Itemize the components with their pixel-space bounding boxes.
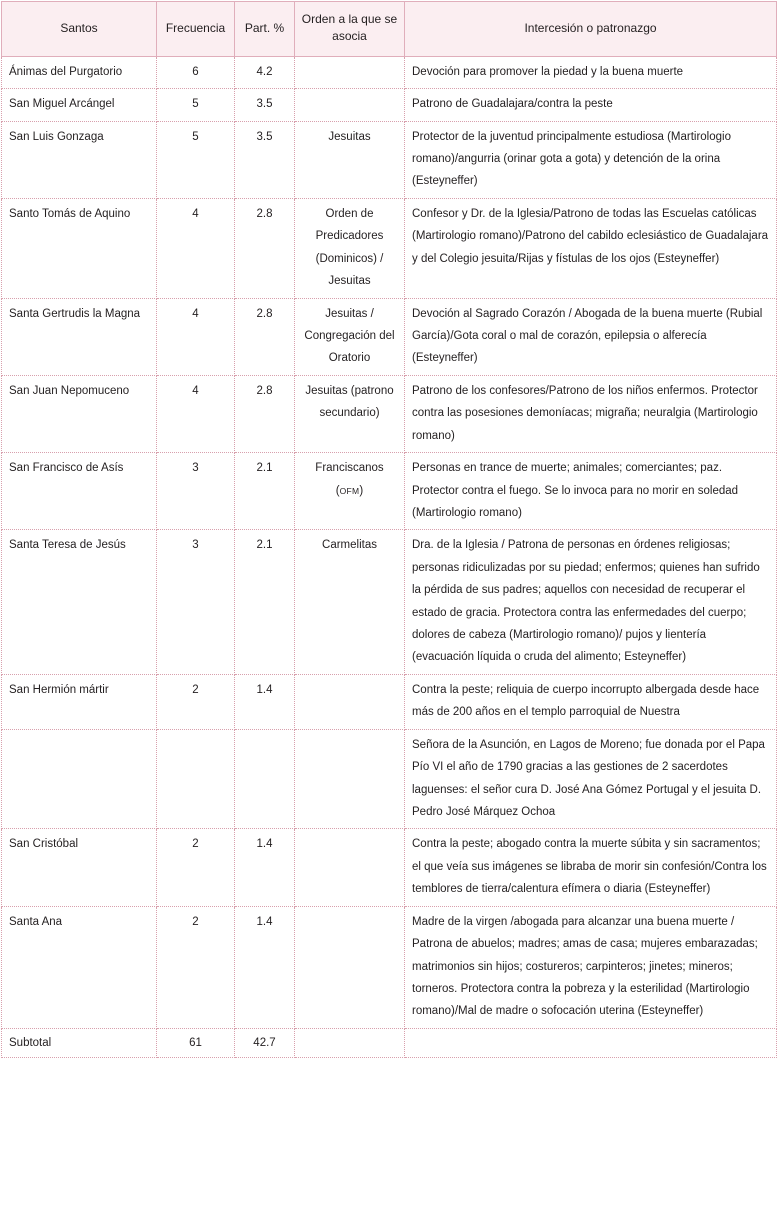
- cell-santo: San Cristóbal: [2, 829, 157, 906]
- cell-intercesion: Contra la peste; abogado contra la muerte súbita y sin sacramentos; el que veía sus imágenes se libraba de morir sin confesión/Contra los temblores de tierra/calentura efímera o diaria (Esteyneffer): [405, 829, 777, 906]
- table-row: [2, 829, 777, 906]
- cell-frecuencia: 5: [157, 121, 235, 198]
- table-row: [2, 729, 777, 829]
- cell-santo: Santo Tomás de Aquino: [2, 198, 157, 298]
- cell-orden: [295, 829, 405, 906]
- cell-frecuencia: 5: [157, 89, 235, 121]
- cell-participacion: 1.4: [235, 674, 295, 729]
- cell-santo: San Miguel Arcángel: [2, 89, 157, 121]
- table-row: [2, 298, 777, 375]
- column-header-intercesion: Intercesión o patronazgo: [405, 2, 777, 57]
- cell-santo: [2, 729, 157, 829]
- cell-participacion: 2.8: [235, 198, 295, 298]
- cell-santo: Santa Gertrudis la Magna: [2, 298, 157, 375]
- cell-intercesion: Madre de la virgen /abogada para alcanzar una buena muerte / Patrona de abuelos; madres; amas de casa; mujeres embarazadas; matrimonios sin hijos; costureros; carpinteros; jinetes; mineros; torneros. Protectora contra la pobreza y la esterilidad (Martirologio romano)/Mal de madre o sofocación uterina (Esteyneffer): [405, 906, 777, 1028]
- cell-frecuencia: 3: [157, 453, 235, 530]
- cell-intercesion: Patrono de los confesores/Patrono de los niños enfermos. Protector contra las posesiones demoníacas; migraña; neuralgia (Martirologio romano): [405, 375, 777, 452]
- table-row: [2, 121, 777, 198]
- table-row: [2, 906, 777, 1028]
- column-header-santos: Santos: [2, 2, 157, 57]
- saints-table: [1, 1, 777, 1058]
- table-header-row: [2, 2, 777, 57]
- cell-santo: San Francisco de Asís: [2, 453, 157, 530]
- cell-orden: [295, 906, 405, 1028]
- cell-santo: San Juan Nepomuceno: [2, 375, 157, 452]
- cell-santo: Ánimas del Purgatorio: [2, 56, 157, 88]
- column-header-frecuencia: Frecuencia: [157, 2, 235, 57]
- cell-santo: San Hermión mártir: [2, 674, 157, 729]
- cell-frecuencia: 4: [157, 298, 235, 375]
- column-header-participacion: Part. %: [235, 2, 295, 57]
- cell-orden: Jesuitas: [295, 121, 405, 198]
- cell-orden: Franciscanos (OFM): [295, 453, 405, 530]
- cell-intercesion: Devoción al Sagrado Corazón / Abogada de la buena muerte (Rubial García)/Gota coral o mal de corazón, epilepsia o alferecía (Esteyneffer): [405, 298, 777, 375]
- table-row: [2, 375, 777, 452]
- cell-participacion: 2.8: [235, 298, 295, 375]
- cell-intercesion: Señora de la Asunción, en Lagos de Moreno; fue donada por el Papa Pío VI el año de 1790 gracias a las gestiones de 2 sacerdotes laguenses: el señor cura D. José Ana Gómez Portugal y el jesuita D. Pedro José Márquez Ochoa: [405, 729, 777, 829]
- cell-orden: [295, 674, 405, 729]
- cell-participacion: 2.1: [235, 530, 295, 675]
- cell-subtotal-participacion: 42.7: [235, 1028, 295, 1057]
- cell-subtotal-intercesion: [405, 1028, 777, 1057]
- cell-orden: [295, 729, 405, 829]
- table-row: [2, 198, 777, 298]
- cell-subtotal-label: Subtotal: [2, 1028, 157, 1057]
- cell-participacion: 1.4: [235, 906, 295, 1028]
- cell-frecuencia: 3: [157, 530, 235, 675]
- cell-intercesion: Contra la peste; reliquia de cuerpo incorrupto albergada desde hace más de 200 años en el templo parroquial de Nuestra: [405, 674, 777, 729]
- table-row: [2, 674, 777, 729]
- cell-frecuencia: 2: [157, 906, 235, 1028]
- cell-participacion: 2.1: [235, 453, 295, 530]
- cell-participacion: 2.8: [235, 375, 295, 452]
- column-header-orden: Orden a la que se asocia: [295, 2, 405, 57]
- cell-participacion: 3.5: [235, 121, 295, 198]
- table-row: [2, 530, 777, 675]
- cell-frecuencia: [157, 729, 235, 829]
- table-subtotal-row: [2, 1028, 777, 1057]
- cell-santo: Santa Ana: [2, 906, 157, 1028]
- cell-frecuencia: 4: [157, 375, 235, 452]
- cell-participacion: [235, 729, 295, 829]
- cell-intercesion: Dra. de la Iglesia / Patrona de personas en órdenes religiosas; personas ridiculizadas por su piedad; enfermos; quienes han sufrido la pérdida de sus padres; aquellos con necesidad de recuperar el estado de gracia. Protectora contra las enfermedades del cuerpo; dolores de cabeza (Martirologio romano)/ pujos y lientería (evacuación líquida o cruda del alimento; Esteyneffer): [405, 530, 777, 675]
- cell-intercesion: Devoción para promover la piedad y la buena muerte: [405, 56, 777, 88]
- cell-orden: Jesuitas (patrono secundario): [295, 375, 405, 452]
- cell-santo: Santa Teresa de Jesús: [2, 530, 157, 675]
- cell-intercesion: Patrono de Guadalajara/contra la peste: [405, 89, 777, 121]
- table-row: [2, 89, 777, 121]
- cell-orden: [295, 56, 405, 88]
- cell-intercesion: Protector de la juventud principalmente estudiosa (Martirologio romano)/angurria (orinar gota a gota) y detención de la orina (Esteyneffer): [405, 121, 777, 198]
- cell-orden: [295, 89, 405, 121]
- cell-intercesion: Confesor y Dr. de la Iglesia/Patrono de todas las Escuelas católicas (Martirologio romano)/Patrono del cabildo eclesiástico de Guadalajara y del Colegio jesuita/Rijas y fístulas de los ojos (Esteyneffer): [405, 198, 777, 298]
- cell-subtotal-frecuencia: 61: [157, 1028, 235, 1057]
- cell-frecuencia: 2: [157, 829, 235, 906]
- table-page: [0, 1, 777, 1216]
- cell-frecuencia: 6: [157, 56, 235, 88]
- cell-subtotal-orden: [295, 1028, 405, 1057]
- cell-frecuencia: 4: [157, 198, 235, 298]
- cell-orden: Orden de Predicadores (Dominicos) / Jesuitas: [295, 198, 405, 298]
- cell-intercesion: Personas en trance de muerte; animales; comerciantes; paz. Protector contra el fuego. Se lo invoca para no morir en soledad (Martirologio romano): [405, 453, 777, 530]
- cell-frecuencia: 2: [157, 674, 235, 729]
- cell-orden: Carmelitas: [295, 530, 405, 675]
- cell-participacion: 4.2: [235, 56, 295, 88]
- table-row: [2, 453, 777, 530]
- table-row: [2, 56, 777, 88]
- cell-participacion: 1.4: [235, 829, 295, 906]
- cell-orden: Jesuitas / Congregación del Oratorio: [295, 298, 405, 375]
- cell-participacion: 3.5: [235, 89, 295, 121]
- cell-santo: San Luis Gonzaga: [2, 121, 157, 198]
